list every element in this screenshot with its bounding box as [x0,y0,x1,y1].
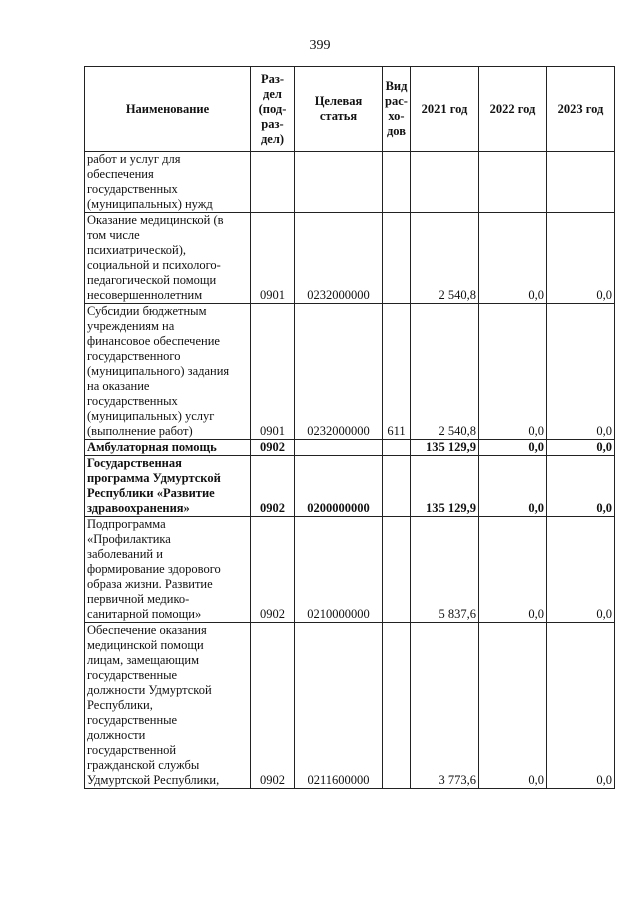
name-line: государственные [87,713,178,727]
name-line: на оказание [87,379,150,393]
cell-expense-type [383,456,411,517]
cell-target: 0232000000 [295,213,383,304]
table-row [85,623,615,789]
header-line: (под- [258,101,287,116]
cell-name [85,213,251,304]
name-line: «Профилактика [87,532,171,546]
name-line: (муниципального) задания [87,364,230,378]
cell-name [85,623,251,789]
cell-target: 0210000000 [295,517,383,623]
header-line: дел [263,86,282,101]
cell-2023: 0,0 [547,623,615,789]
cell-target [295,440,383,456]
header-line: раз- [261,116,284,131]
cell-2023: 0,0 [547,304,615,440]
header-2023: 2023 год [547,67,615,152]
header-line: дел) [260,131,285,146]
cell-section: 0902 [251,623,295,789]
header-line: статья [319,109,358,123]
header-target [295,67,383,152]
cell-2022: 0,0 [479,517,547,623]
cell-section: 0901 [251,213,295,304]
cell-section: 0901 [251,304,295,440]
name-line: Амбулаторная помощь [87,440,217,454]
cell-2021: 135 129,9 [411,440,479,456]
name-line: должности Удмуртской [87,683,212,697]
cell-2022: 0,0 [479,213,547,304]
name-line: Субсидии бюджетным [87,304,207,318]
cell-expense-type: 611 [383,304,411,440]
cell-2021: 2 540,8 [411,213,479,304]
table-row [85,456,615,517]
name-line: программа Удмуртской [87,471,221,485]
budget-table [84,66,615,789]
cell-name [85,456,251,517]
name-line: Оказание медицинской (в [87,213,224,227]
header-section [251,67,295,152]
cell-expense-type [383,440,411,456]
table-row [85,440,615,456]
header-2022: 2022 год [479,67,547,152]
name-line: социальной и психолого- [87,258,221,272]
name-line: здравоохранения» [87,501,190,515]
cell-name [85,304,251,440]
name-line: обеспечения [87,167,154,181]
header-line: дов [386,124,406,138]
name-line: заболеваний и [87,547,163,561]
name-line: Республики, [87,698,153,712]
name-line: том числе [87,228,140,242]
header-line: рас- [385,94,408,108]
cell-2021: 2 540,8 [411,304,479,440]
cell-2021: 135 129,9 [411,456,479,517]
table-body [85,152,615,789]
cell-2023: 0,0 [547,456,615,517]
table-row [85,213,615,304]
header-name: Наименование [85,67,251,152]
cell-section [251,152,295,213]
cell-name [85,152,251,213]
cell-section: 0902 [251,440,295,456]
cell-expense-type [383,517,411,623]
cell-2022: 0,0 [479,440,547,456]
cell-section: 0902 [251,456,295,517]
name-line: санитарной помощи» [87,607,202,621]
cell-expense-type [383,623,411,789]
cell-target: 0200000000 [295,456,383,517]
cell-2023: 0,0 [547,440,615,456]
name-line: Республики «Развитие [87,486,215,500]
name-line: Обеспечение оказания [87,623,207,637]
cell-name [85,517,251,623]
cell-2023 [547,152,615,213]
header-line: Целевая [314,94,363,108]
name-line: формирование здорового [87,562,221,576]
cell-expense-type [383,213,411,304]
name-line: государственного [87,349,181,363]
cell-2021 [411,152,479,213]
name-line: (выполнение работ) [87,424,193,438]
table-header-row [85,67,615,152]
name-line: учреждениям на [87,319,175,333]
name-line: (муниципальных) нужд [87,197,213,211]
cell-2023: 0,0 [547,517,615,623]
cell-2022: 0,0 [479,304,547,440]
name-line: (муниципальных) услуг [87,409,215,423]
name-line: медицинской помощи [87,638,204,652]
cell-target: 0211600000 [295,623,383,789]
name-line: педагогической помощи [87,273,217,287]
name-line: государственные [87,668,178,682]
table-row [85,152,615,213]
header-line: Вид [385,79,408,93]
cell-2023: 0,0 [547,213,615,304]
table-row [85,304,615,440]
cell-target: 0232000000 [295,304,383,440]
name-line: образа жизни. Развитие [87,577,213,591]
name-line: Государственная [87,456,182,470]
name-line: первичной медико- [87,592,190,606]
header-expense-type [383,67,411,152]
name-line: работ и услуг для [87,152,181,166]
cell-2022: 0,0 [479,623,547,789]
name-line: государственной [87,743,177,757]
name-line: несовершеннолетним [87,288,203,302]
name-line: гражданской службы [87,758,200,772]
cell-name [85,440,251,456]
page-number: 399 [309,38,331,53]
cell-target [295,152,383,213]
cell-2022 [479,152,547,213]
header-line: Раз- [260,71,285,86]
name-line: психиатрической), [87,243,187,257]
table-row [85,517,615,623]
cell-expense-type [383,152,411,213]
name-line: Подпрограмма [87,517,166,531]
name-line: Удмуртской Республики, [87,773,220,787]
cell-2022: 0,0 [479,456,547,517]
cell-2021: 5 837,6 [411,517,479,623]
name-line: должности [87,728,146,742]
header-2021: 2021 год [411,67,479,152]
name-line: государственных [87,394,178,408]
name-line: государственных [87,182,178,196]
header-line: хо- [388,109,405,123]
name-line: финансовое обеспечение [87,334,220,348]
name-line: лицам, замещающим [87,653,200,667]
cell-section: 0902 [251,517,295,623]
cell-2021: 3 773,6 [411,623,479,789]
